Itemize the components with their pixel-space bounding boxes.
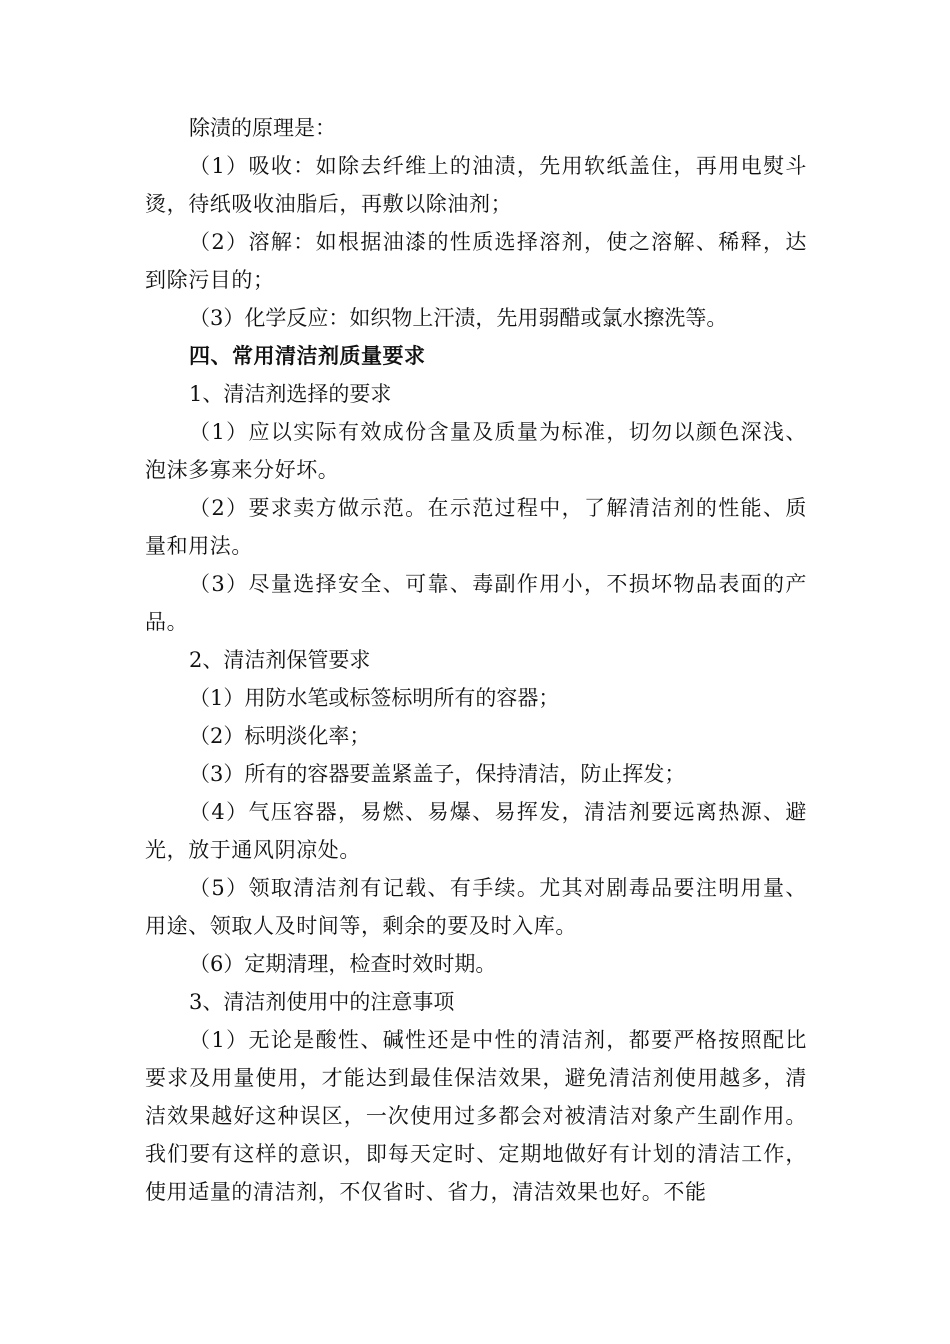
paragraph-chemical-reaction: （3）化学反应：如织物上汗渍，先用弱醋或氯水擦洗等。 <box>189 306 728 330</box>
paragraph-selection-2: （2）要求卖方做示范。在示范过程中，了解清洁剂的性能、质量和用法。 <box>145 496 807 558</box>
paragraph-storage-5: （5）领取清洁剂有记载、有手续。尤其对剧毒品要注明用量、用途、领取人及时间等，剩余的要及时入库。 <box>145 876 807 938</box>
document-body <box>145 109 807 1211</box>
subheading-selection-requirements: 1、清洁剂选择的要求 <box>189 382 392 406</box>
paragraph-storage-3: （3）所有的容器要盖紧盖子，保持清洁，防止挥发； <box>189 762 686 786</box>
paragraph-selection-3: （3）尽量选择安全、可靠、毒副作用小，不损坏物品表面的产品。 <box>145 572 807 634</box>
paragraph-absorption: （1）吸收：如除去纤维上的油渍，先用软纸盖住，再用电熨斗烫，待纸吸收油脂后，再敷以除油剂； <box>145 154 807 216</box>
paragraph-storage-2: （2）标明淡化率； <box>189 724 371 748</box>
section-heading-cleaner-quality: 四、常用清洁剂质量要求 <box>189 344 426 368</box>
subheading-usage-notes: 3、清洁剂使用中的注意事项 <box>189 990 455 1014</box>
paragraph-selection-1: （1）应以实际有效成份含量及质量为标准，切勿以颜色深浅、泡沫多寡来分好坏。 <box>145 420 807 482</box>
paragraph-storage-6: （6）定期清理，检查时效时期。 <box>189 952 497 976</box>
paragraph-usage-1: （1）无论是酸性、碱性还是中性的清洁剂，都要严格按照配比要求及用量使用，才能达到最佳保洁效果，避免清洁剂使用越多，清洁效果越好这种误区，一次使用过多都会对被清洁对象产生副作用。我们要有这样的意识，即每天定时、定期地做好有计划的清洁工作，使用适量的清洁剂，不仅省时、省力，清洁效果也好。不能 <box>145 1028 807 1204</box>
paragraph-storage-4: （4）气压容器，易燃、易爆、易挥发，清洁剂要远离热源、避光，放于通风阴凉处。 <box>145 800 807 862</box>
paragraph-principle-intro: 除渍的原理是： <box>189 116 336 140</box>
paragraph-storage-1: （1）用防水笔或标签标明所有的容器； <box>189 686 560 710</box>
subheading-storage-requirements: 2、清洁剂保管要求 <box>189 648 371 672</box>
paragraph-dissolution: （2）溶解：如根据油漆的性质选择溶剂，使之溶解、稀释，达到除污目的； <box>145 230 807 292</box>
